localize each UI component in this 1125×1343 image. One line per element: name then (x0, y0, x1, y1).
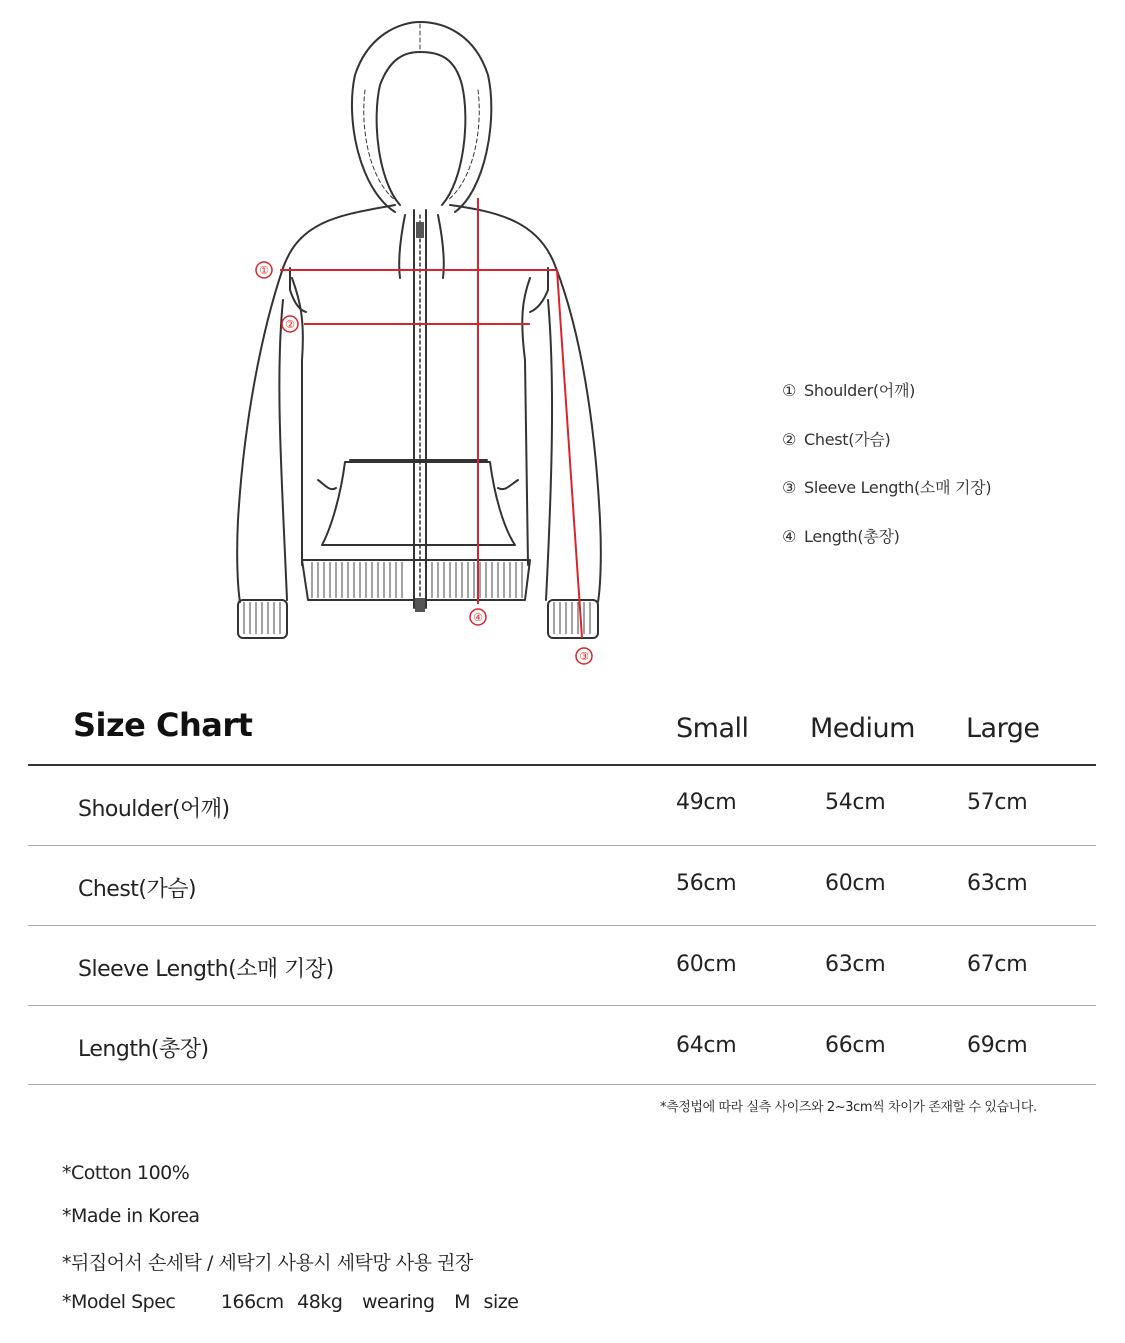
col-header-small: Small (676, 713, 749, 744)
legend-label: Sleeve Length(소매 기장) (804, 478, 992, 497)
row-divider (28, 1084, 1096, 1085)
header-divider (28, 764, 1096, 766)
model-weight: 48kg (297, 1291, 343, 1313)
cell-chest-small: 56cm (676, 871, 737, 896)
cell-sleeve-large: 67cm (967, 952, 1028, 977)
legend-label: Length(총장) (804, 526, 900, 546)
row-label-length: Length(총장) (78, 1037, 209, 1062)
cell-length-large: 69cm (967, 1033, 1028, 1058)
cell-shoulder-large: 57cm (967, 790, 1028, 815)
marker-3: ③ (579, 650, 589, 663)
col-header-large: Large (966, 713, 1040, 744)
model-size: M (454, 1291, 470, 1313)
legend-item-sleeve (782, 475, 991, 524)
model-height: 166cm (220, 1291, 284, 1313)
legend-num: ④ (782, 526, 797, 546)
row-label-chest: Chest(가슴) (78, 877, 197, 902)
legend-label: Chest(가슴) (804, 429, 891, 449)
cell-shoulder-small: 49cm (676, 790, 737, 815)
row-divider (28, 925, 1096, 926)
row-label-sleeve: Sleeve Length(소매 기장) (78, 957, 334, 982)
measurement-legend (782, 378, 991, 572)
marker-2: ② (285, 318, 295, 331)
model-spec-label: *Model Spec (62, 1291, 176, 1313)
legend-item-length (782, 524, 991, 573)
row-divider (28, 845, 1096, 846)
model-wearing: wearing (361, 1291, 435, 1313)
col-header-medium: Medium (810, 713, 915, 744)
sleeve-measure-line (557, 270, 582, 638)
legend-label: Shoulder(어깨) (804, 381, 916, 400)
cell-length-medium: 66cm (825, 1033, 886, 1058)
cell-shoulder-medium: 54cm (825, 790, 886, 815)
cell-sleeve-medium: 63cm (825, 952, 886, 977)
measurement-note: *측정법에 따라 실측 사이즈와 2~3cm씩 차이가 존재할 수 있습니다. (660, 1100, 1037, 1115)
info-wash: *뒤집어서 손세탁 / 세탁기 사용시 세탁망 사용 권장 (62, 1252, 473, 1274)
row-label-shoulder: Shoulder(어깨) (78, 797, 230, 822)
legend-num: ② (782, 429, 797, 449)
marker-1: ① (259, 264, 269, 277)
row-divider (28, 1005, 1096, 1006)
legend-item-shoulder (782, 378, 991, 427)
marker-4: ④ (473, 611, 483, 624)
legend-num: ① (782, 381, 797, 400)
info-made-in: *Made in Korea (62, 1205, 200, 1227)
cell-chest-medium: 60cm (825, 871, 886, 896)
info-model-spec (62, 1291, 518, 1313)
cell-length-small: 64cm (676, 1033, 737, 1058)
info-cotton: *Cotton 100% (62, 1162, 190, 1184)
legend-num: ③ (782, 478, 797, 497)
model-size-word: size (483, 1291, 519, 1313)
legend-item-chest (782, 427, 991, 476)
cell-chest-large: 63cm (967, 871, 1028, 896)
cell-sleeve-small: 60cm (676, 952, 737, 977)
size-chart-title: Size Chart (73, 706, 253, 744)
